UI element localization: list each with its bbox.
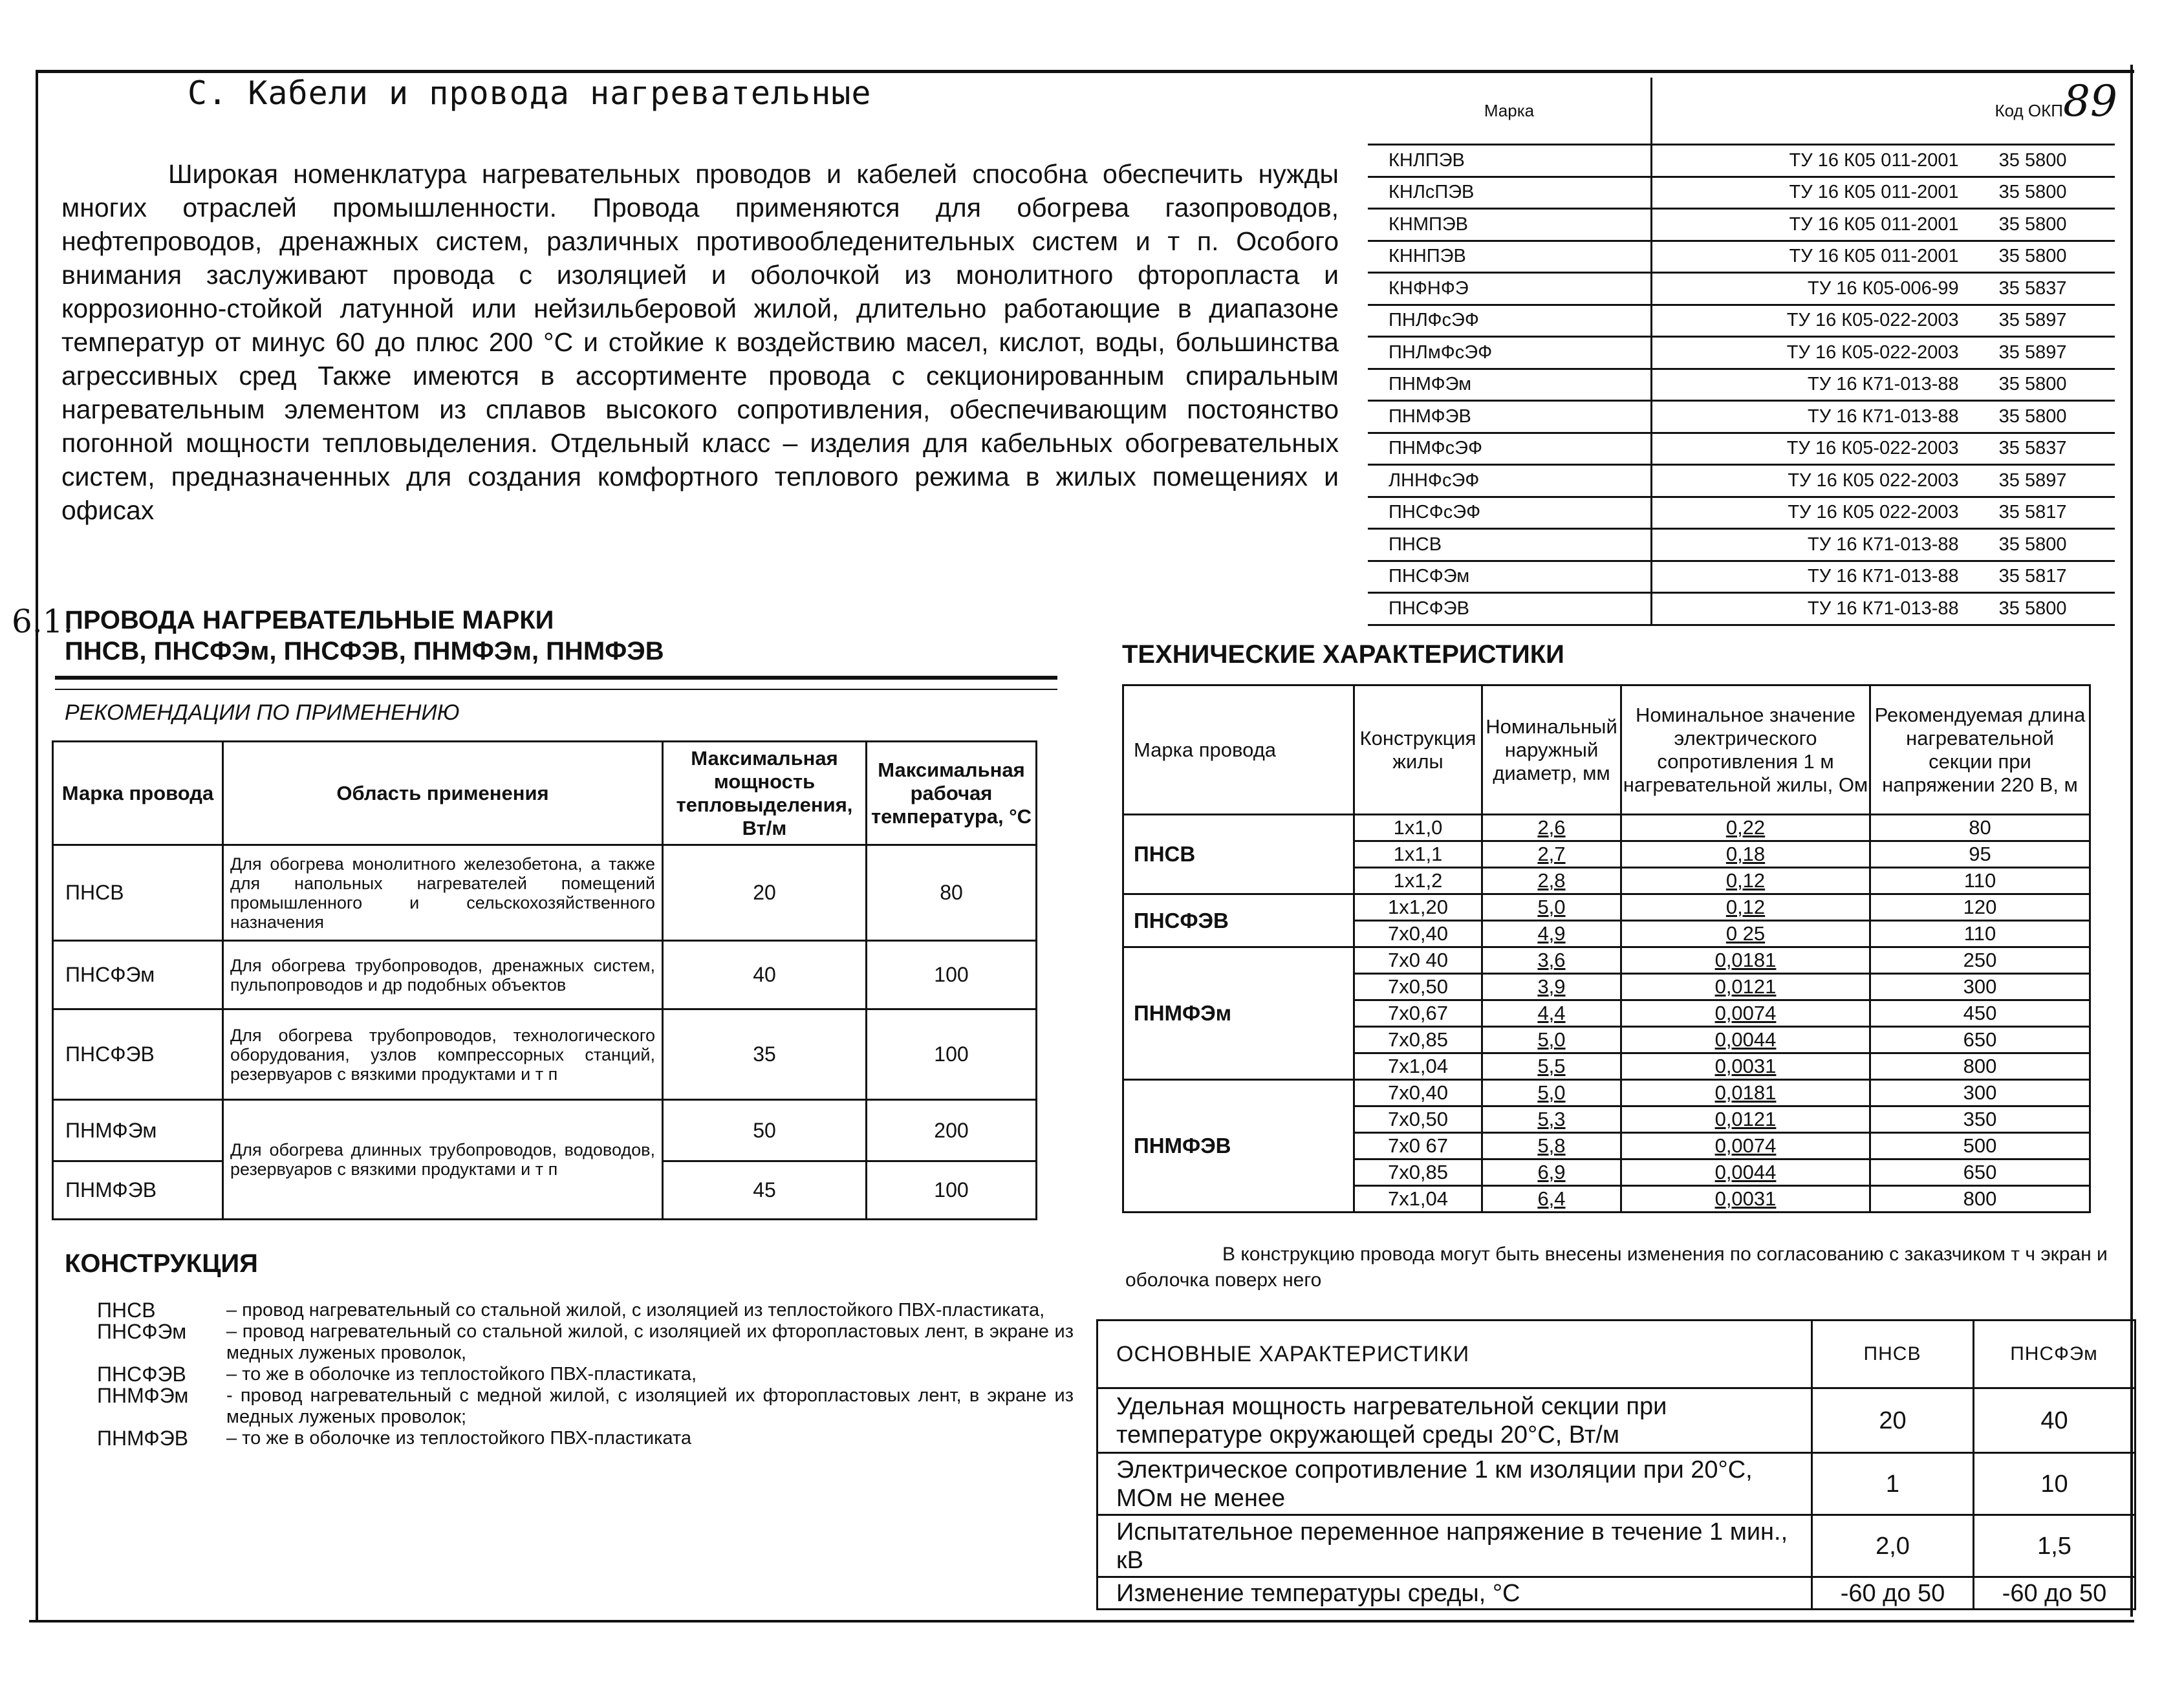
okp-code: 35 5800 [1977, 209, 2115, 241]
tech-resistance: 0,12 [1621, 894, 1870, 921]
rec-power: 35 [663, 1009, 867, 1100]
tech-diameter: 2,7 [1482, 841, 1621, 868]
construction-title: КОНСТРУКЦИЯ [65, 1249, 258, 1278]
tech-header-row [1123, 685, 2090, 815]
okp-code: 35 5817 [1977, 497, 2115, 529]
okp-code: 35 5800 [1977, 145, 2115, 177]
okp-spec: ТУ 16 К71-013-88 [1652, 561, 1977, 593]
tech-length: 350 [1870, 1106, 2090, 1133]
okp-row [1368, 337, 2115, 369]
tech-construction: 1x1,0 [1354, 815, 1482, 841]
tech-row [1123, 1080, 2090, 1106]
tech-diameter: 5,3 [1482, 1106, 1621, 1133]
tech-construction: 7x0,67 [1354, 1000, 1482, 1027]
tech-row [1123, 815, 2090, 841]
section-title-line2: ПНСВ, ПНСФЭм, ПНСФЭВ, ПНМФЭм, ПНМФЭВ [65, 637, 664, 665]
main-row-v1: 20 [1812, 1388, 1974, 1453]
okp-code: 35 5897 [1977, 465, 2115, 497]
tech-header-construction: Конструкция жилы [1354, 685, 1482, 815]
okp-code: 35 5837 [1977, 433, 2115, 465]
intro-paragraph: Широкая номенклатура нагревательных проводов и кабелей способна обеспечить нужды многих отраслей промышленности. Провода применяются для обогрева газопроводов, нефтепроводов, дренажных систем, различных противообледенительных систем и т п. Особого внимания заслуживают провода с изоляцией и оболочкой из монолитного фторопласта и коррозионно-стойкой латунной или нейзильберовой жилой, длительно работающие в диапазоне температур от минус 60 до плюс 200 °C и стойкие к воздействию масел, кислот, воды, большинства агрессивных сред Также имеются в ассортименте провода с секционированным спиральным нагревательным элементом из сплавов высокого сопротивления, обеспечивающим постоянство погонной мощности тепловыделения. Отдельный класс – изделия для кабельных обогревательных систем, предназначенных для создания комфортного теплового режима в жилых помещениях и офисах [61, 159, 1339, 525]
tech-construction: 7x0,40 [1354, 1080, 1482, 1106]
tech-length: 80 [1870, 815, 2090, 841]
okp-spec: ТУ 16 К05-022-2003 [1652, 433, 1977, 465]
tech-length: 120 [1870, 894, 2090, 921]
tech-length: 300 [1870, 1080, 2090, 1106]
okp-row [1368, 273, 2115, 305]
construction-mark: ПНСВ [97, 1299, 156, 1322]
construction-item [97, 1321, 1074, 1364]
rec-power: 40 [663, 941, 867, 1009]
tech-row [1123, 894, 2090, 921]
rec-mark: ПНМФЭм [53, 1100, 223, 1161]
tech-body [1123, 815, 2090, 1213]
main-row [1097, 1577, 2135, 1610]
okp-table [1368, 78, 2115, 626]
construction-item [97, 1300, 1074, 1321]
tech-construction: 7x1,04 [1354, 1053, 1482, 1080]
section-number: 6.1. [12, 603, 74, 640]
tech-resistance: 0,0181 [1621, 1080, 1870, 1106]
main-row-v1: 2,0 [1812, 1515, 1974, 1577]
tech-construction: 1x1,2 [1354, 868, 1482, 894]
section-double-rule [55, 676, 1057, 690]
okp-row [1368, 209, 2115, 241]
construction-mark: ПНМФЭВ [97, 1427, 189, 1450]
okp-row [1368, 497, 2115, 529]
tech-construction: 7x0,85 [1354, 1159, 1482, 1186]
tech-resistance: 0,0074 [1621, 1000, 1870, 1027]
tech-mark: ПНМФЭм [1123, 947, 1354, 1080]
okp-code: 35 5800 [1977, 241, 2115, 273]
tech-mark: ПНСФЭВ [1123, 894, 1354, 947]
okp-spec: ТУ 16 К05 011-2001 [1652, 177, 1977, 209]
tech-length: 800 [1870, 1053, 2090, 1080]
construction-text: – провод нагревательный со стальной жилой, с изоляцией из теплостойкого ПВХ-пластиката, [226, 1300, 1045, 1321]
main-header-label: ОСНОВНЫЕ ХАРАКТЕРИСТИКИ [1097, 1321, 1812, 1388]
construction-mark: ПНСФЭВ [97, 1363, 186, 1386]
main-row-label: Изменение температуры среды, °С [1097, 1577, 1812, 1610]
okp-body [1368, 145, 2115, 625]
recommendations-caption: РЕКОМЕНДАЦИИ ПО ПРИМЕНЕНИЮ [65, 700, 460, 725]
tech-construction: 7x0 40 [1354, 947, 1482, 974]
main-row-v2: 1,5 [1974, 1515, 2135, 1577]
tech-diameter: 3,9 [1482, 974, 1621, 1000]
okp-mark: ПНМФЭВ [1368, 401, 1652, 433]
rec-temp: 100 [867, 1009, 1037, 1100]
tech-length: 800 [1870, 1186, 2090, 1213]
page-number: 89 [2063, 76, 2117, 126]
construction-text: - провод нагревательный с медной жилой, с изоляцией их фторопластовых лент, в экране из медных луженых проволок; [226, 1385, 1074, 1427]
okp-mark: КННПЭВ [1368, 241, 1652, 273]
rec-mark: ПНСФЭВ [53, 1009, 223, 1100]
okp-spec: ТУ 16 К71-013-88 [1652, 593, 1977, 625]
okp-spec: ТУ 16 К05 022-2003 [1652, 465, 1977, 497]
tech-resistance: 0,0044 [1621, 1159, 1870, 1186]
tech-diameter: 5,8 [1482, 1133, 1621, 1159]
main-row [1097, 1388, 2135, 1453]
okp-code: 35 5800 [1977, 369, 2115, 401]
okp-code: 35 5897 [1977, 337, 2115, 369]
tech-diameter: 2,8 [1482, 868, 1621, 894]
okp-mark: ПНСФЭВ [1368, 593, 1652, 625]
page-title-text: Кабели и провода нагревательные [248, 74, 872, 112]
okp-row [1368, 145, 2115, 177]
tech-diameter: 5,0 [1482, 1027, 1621, 1053]
okp-row [1368, 369, 2115, 401]
okp-mark: ЛННФсЭФ [1368, 465, 1652, 497]
rec-area: Для обогрева трубопроводов, дренажных систем, пульпопроводов и др подобных объектов [223, 941, 663, 1009]
okp-row [1368, 241, 2115, 273]
tech-length: 450 [1870, 1000, 2090, 1027]
okp-header-mark: Марка [1368, 78, 1652, 145]
tech-length: 250 [1870, 947, 2090, 974]
okp-code: 35 5800 [1977, 593, 2115, 625]
rec-row [53, 941, 1037, 1009]
tech-construction: 7x0,40 [1354, 921, 1482, 947]
main-characteristics-table [1096, 1319, 2136, 1610]
main-header-row [1097, 1321, 2135, 1388]
okp-spec: ТУ 16 К05 011-2001 [1652, 145, 1977, 177]
okp-row [1368, 593, 2115, 625]
tech-resistance: 0,0121 [1621, 1106, 1870, 1133]
rec-temp: 80 [867, 845, 1037, 941]
okp-row [1368, 561, 2115, 593]
rec-header-temp: Максимальная рабочая температура, °С [867, 742, 1037, 845]
tech-construction: 7x0,50 [1354, 974, 1482, 1000]
rec-row [53, 1100, 1037, 1161]
tech-diameter: 4,9 [1482, 921, 1621, 947]
okp-mark: ПНСФсЭФ [1368, 497, 1652, 529]
tech-resistance: 0,0031 [1621, 1186, 1870, 1213]
main-row-label: Испытательное переменное напряжение в течение 1 мин., кВ [1097, 1515, 1812, 1577]
tech-diameter: 4,4 [1482, 1000, 1621, 1027]
okp-mark: ПНСВ [1368, 529, 1652, 561]
tech-table [1122, 684, 2091, 1213]
okp-spec: ТУ 16 К05-022-2003 [1652, 337, 1977, 369]
okp-spec: ТУ 16 К05-006-99 [1652, 273, 1977, 305]
section-title [65, 605, 664, 667]
tech-construction: 7x1,04 [1354, 1186, 1482, 1213]
rec-temp: 100 [867, 941, 1037, 1009]
construction-item [97, 1385, 1074, 1428]
rec-header-row [53, 742, 1037, 845]
main-row-v2: -60 до 50 [1974, 1577, 2135, 1610]
tech-header-diameter: Номинальный наружный диаметр, мм [1482, 685, 1621, 815]
rec-temp: 200 [867, 1100, 1037, 1161]
rec-header-mark: Марка провода [53, 742, 223, 845]
tech-construction: 1x1,20 [1354, 894, 1482, 921]
tech-resistance: 0,12 [1621, 868, 1870, 894]
tech-diameter: 5,5 [1482, 1053, 1621, 1080]
tech-header-mark: Марка провода [1123, 685, 1354, 815]
tech-length: 650 [1870, 1159, 2090, 1186]
rec-area: Для обогрева длинных трубопроводов, водоводов, резервуаров с вязкими продуктами и т п [223, 1100, 663, 1220]
tech-construction: 1x1,1 [1354, 841, 1482, 868]
tech-length: 500 [1870, 1133, 2090, 1159]
tech-resistance: 0,0044 [1621, 1027, 1870, 1053]
main-row-v1: -60 до 50 [1812, 1577, 1974, 1610]
okp-spec: ТУ 16 К05 022-2003 [1652, 497, 1977, 529]
section-title-line1: ПРОВОДА НАГРЕВАТЕЛЬНЫЕ МАРКИ [65, 606, 554, 634]
rec-temp: 100 [867, 1161, 1037, 1220]
rec-power: 50 [663, 1100, 867, 1161]
okp-mark: КНФНФЭ [1368, 273, 1652, 305]
construction-mark: ПНМФЭм [97, 1384, 189, 1407]
okp-spec: ТУ 16 К05 011-2001 [1652, 241, 1977, 273]
okp-code: 35 5800 [1977, 177, 2115, 209]
okp-mark: ПНЛФсЭФ [1368, 305, 1652, 337]
rec-row [53, 845, 1037, 941]
okp-header-row [1368, 78, 2115, 145]
tech-resistance: 0 25 [1621, 921, 1870, 947]
rec-row [53, 1009, 1037, 1100]
construction-text: – то же в оболочке из теплостойкого ПВХ-пластиката, [226, 1364, 697, 1385]
tech-construction: 7x0,85 [1354, 1027, 1482, 1053]
okp-mark: КНМПЭВ [1368, 209, 1652, 241]
okp-spec: ТУ 16 К05-022-2003 [1652, 305, 1977, 337]
construction-text: – провод нагревательный со стальной жилой, с изоляцией их фторопластовых лент, в экране из медных луженых проволок, [226, 1321, 1074, 1363]
main-row-v2: 40 [1974, 1388, 2135, 1453]
main-row-v2: 10 [1974, 1453, 2135, 1515]
tech-length: 300 [1870, 974, 2090, 1000]
tech-length: 95 [1870, 841, 2090, 868]
main-header-col1: ПНСВ [1812, 1321, 1974, 1388]
tech-title: ТЕХНИЧЕСКИЕ ХАРАКТЕРИСТИКИ [1122, 640, 1564, 669]
okp-mark: ПНМФсЭФ [1368, 433, 1652, 465]
frame-bottom-line [29, 1620, 2134, 1623]
okp-spec: ТУ 16 К71-013-88 [1652, 401, 1977, 433]
tech-row [1123, 947, 2090, 974]
tech-resistance: 0,18 [1621, 841, 1870, 868]
main-row [1097, 1453, 2135, 1515]
tech-mark: ПНСВ [1123, 815, 1354, 894]
tech-diameter: 5,0 [1482, 894, 1621, 921]
tech-length: 110 [1870, 921, 2090, 947]
construction-list [97, 1300, 1074, 1449]
okp-row [1368, 433, 2115, 465]
okp-mark: КНЛсПЭВ [1368, 177, 1652, 209]
construction-item [97, 1428, 1074, 1449]
frame-left-line [36, 70, 38, 1622]
tech-resistance: 0,22 [1621, 815, 1870, 841]
tech-length: 650 [1870, 1027, 2090, 1053]
rec-mark: ПНМФЭВ [53, 1161, 223, 1220]
tech-diameter: 6,4 [1482, 1186, 1621, 1213]
tech-diameter: 2,6 [1482, 815, 1621, 841]
okp-mark: ПНЛмФсЭФ [1368, 337, 1652, 369]
okp-code: 35 5817 [1977, 561, 2115, 593]
construction-item [97, 1364, 1074, 1385]
rec-mark: ПНСФЭм [53, 941, 223, 1009]
construction-note: В конструкцию провода могут быть внесены изменения по согласованию с заказчиком т ч экран и оболочка поверх него [1125, 1244, 2108, 1291]
okp-mark: ПНСФЭм [1368, 561, 1652, 593]
tech-length: 110 [1870, 868, 2090, 894]
tech-diameter: 3,6 [1482, 947, 1621, 974]
okp-header-code: Код ОКП [1652, 78, 2115, 145]
main-row [1097, 1515, 2135, 1577]
okp-spec: ТУ 16 К71-013-88 [1652, 369, 1977, 401]
rec-header-power: Максимальная мощность тепловыделения, Вт/м [663, 742, 867, 845]
page-title [188, 74, 872, 112]
okp-code: 35 5897 [1977, 305, 2115, 337]
tech-construction: 7x0,50 [1354, 1106, 1482, 1133]
rec-power: 20 [663, 845, 867, 941]
okp-code: 35 5800 [1977, 401, 2115, 433]
okp-mark: КНЛПЭВ [1368, 145, 1652, 177]
tech-header-length: Рекомендуемая длина нагревательной секции при напряжении 220 В, м [1870, 685, 2090, 815]
recommendations-table [52, 740, 1037, 1220]
rec-area: Для обогрева монолитного железобетона, а также для напольных нагревателей помещений промышленного и сельскохозяйственного назначения [223, 845, 663, 941]
okp-code: 35 5837 [1977, 273, 2115, 305]
okp-row [1368, 401, 2115, 433]
main-row-label: Электрическое сопротивление 1 км изоляции при 20°С, МОм не менее [1097, 1453, 1812, 1515]
okp-row [1368, 305, 2115, 337]
tech-header-resistance: Номинальное значение электрического сопротивления 1 м нагревательной жилы, Ом [1621, 685, 1870, 815]
okp-spec: ТУ 16 К71-013-88 [1652, 529, 1977, 561]
rec-mark: ПНСВ [53, 845, 223, 941]
tech-resistance: 0,0074 [1621, 1133, 1870, 1159]
tech-resistance: 0,0031 [1621, 1053, 1870, 1080]
rec-power: 45 [663, 1161, 867, 1220]
tech-resistance: 0,0121 [1621, 974, 1870, 1000]
okp-row [1368, 465, 2115, 497]
rec-header-area: Область применения [223, 742, 663, 845]
okp-spec: ТУ 16 К05 011-2001 [1652, 209, 1977, 241]
rec-area: Для обогрева трубопроводов, технологического оборудования, узлов компрессорных станций, резервуаров с вязкими продуктами и т п [223, 1009, 663, 1100]
okp-mark: ПНМФЭм [1368, 369, 1652, 401]
okp-row [1368, 529, 2115, 561]
tech-mark: ПНМФЭВ [1123, 1080, 1354, 1213]
tech-diameter: 5,0 [1482, 1080, 1621, 1106]
tech-resistance: 0,0181 [1621, 947, 1870, 974]
construction-mark: ПНСФЭм [97, 1320, 187, 1343]
main-row-label: Удельная мощность нагревательной секции при температуре окружающей среды 20°С, Вт/м [1097, 1388, 1812, 1453]
tech-diameter: 6,9 [1482, 1159, 1621, 1186]
okp-row [1368, 177, 2115, 209]
main-row-v1: 1 [1812, 1453, 1974, 1515]
section-letter: С. [188, 74, 228, 112]
main-header-col2: ПНСФЭм [1974, 1321, 2135, 1388]
frame-top-line [36, 70, 2134, 73]
tech-construction: 7x0 67 [1354, 1133, 1482, 1159]
okp-code: 35 5800 [1977, 529, 2115, 561]
construction-text: – то же в оболочке из теплостойкого ПВХ-пластиката [226, 1428, 691, 1449]
